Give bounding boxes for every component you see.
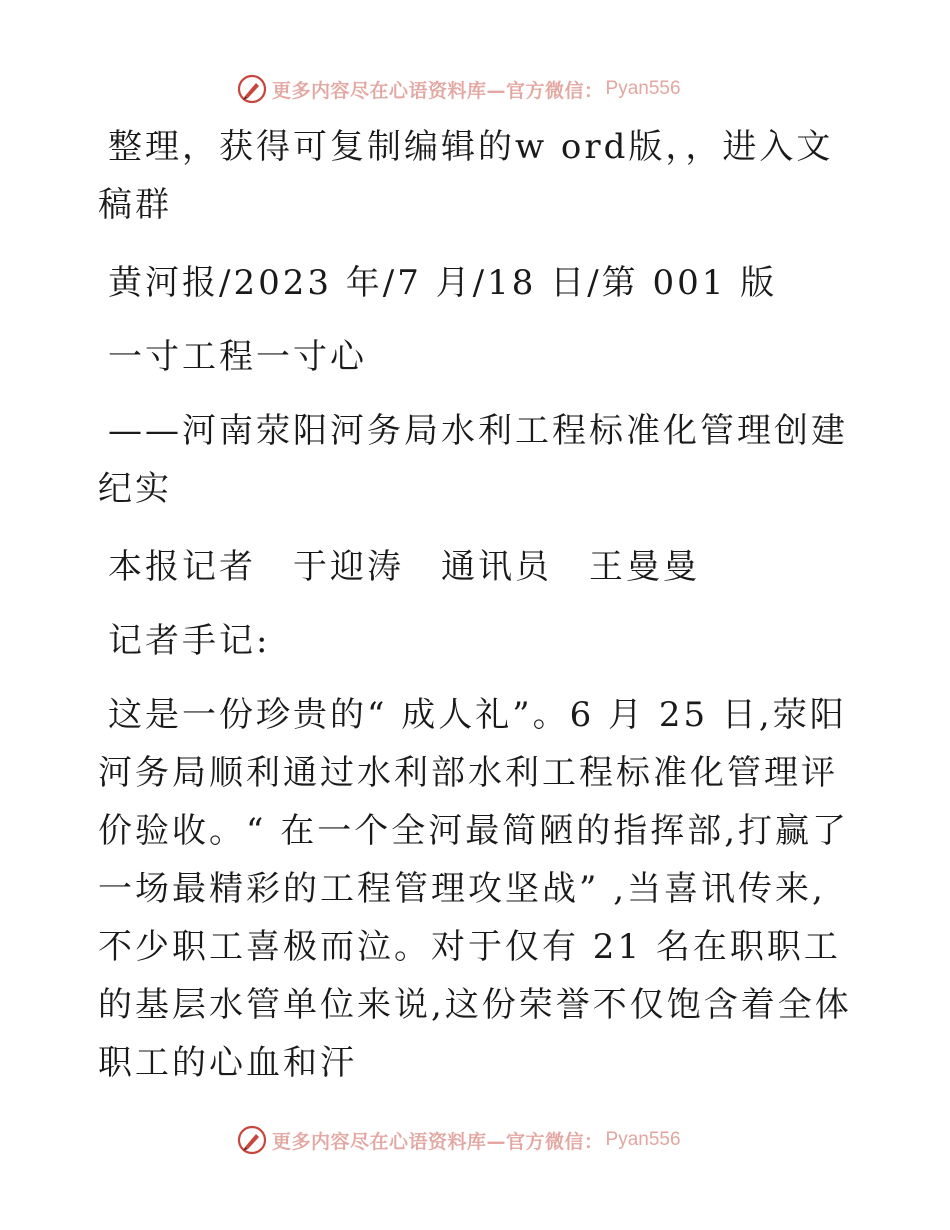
document-body xyxy=(98,118,858,1112)
pen-logo-icon xyxy=(236,1124,268,1156)
source-line: 黄河报/2023 年/7 月/18 日/第 001 版 xyxy=(108,263,778,303)
subheadline: ——河南荥阳河务局水利工程标准化管理创建纪实 xyxy=(98,411,848,509)
watermark-banner-top xyxy=(236,72,716,106)
watermark-text: 更多内容尽在心语资料库—官方微信： xyxy=(272,79,604,102)
notes-label: 记者手记: xyxy=(108,621,271,661)
pen-logo-icon xyxy=(236,73,268,105)
body-paragraph: 这是一份珍贵的“ 成人礼”。6 月 25 日,荥阳河务局顺利通过水利部水利工程标准化管理评价验收。“ 在一个全河最简陋的指挥部,打赢了一场最精彩的工程管理攻坚战” ,当喜讯传来,不少职工喜极而泣。对于仅有 21 名在职职工的基层水管单位来说,这份荣誉不仅饱含着全体职工的心血和汗 xyxy=(98,695,852,1083)
headline: 一寸工程一寸心 xyxy=(108,337,367,377)
watermark-text: 更多内容尽在心语资料库—官方微信： xyxy=(272,1130,604,1153)
byline: 本报记者 于迎涛 通讯员 王曼曼 xyxy=(108,547,700,587)
watermark-wechat-id: Pyan556 xyxy=(605,78,681,99)
watermark-banner-bottom xyxy=(236,1123,716,1157)
watermark-wechat-id: Pyan556 xyxy=(605,1129,681,1150)
intro-paragraph: 整理，获得可复制编辑的w ord版，，进入文稿群 xyxy=(98,127,834,225)
